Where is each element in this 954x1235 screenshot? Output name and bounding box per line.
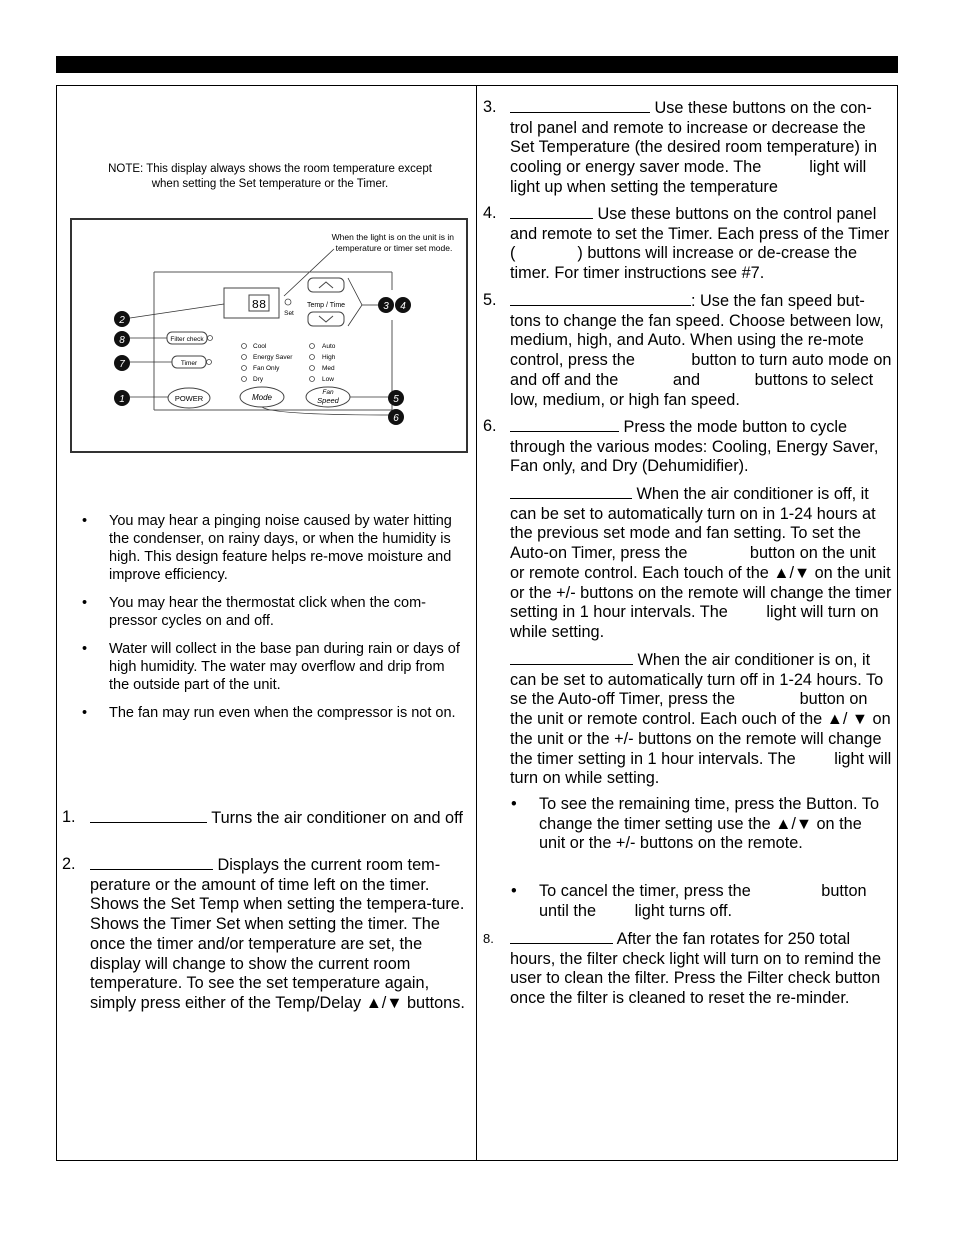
item-8: After the fan rotates for 250 total hours, the filter check light will turn on to remind the user to clean the filter. Press the Filter check button once the filter is cleaned to reset the re-minder.: [510, 930, 882, 1008]
operating-notes-list: [82, 512, 460, 732]
item-1-number: 1.: [62, 808, 76, 826]
item-6-number: 6.: [483, 417, 497, 435]
mode-dry-label: Dry: [253, 376, 264, 383]
timer-label: Timer: [180, 360, 198, 367]
marker-4: [395, 297, 411, 313]
item-6: Press the mode button to cycle through the various modes: Cooling, Energy Saver, Fan only, and Dry (Dehumidifier).: [510, 418, 879, 476]
list-item: • You may hear a pinging noise caused by water hitting the condenser, on rainy days, or when the humidity is high. This design feature helps re-move moisture and improve efficiency.: [82, 512, 460, 584]
svg-text:6: 6: [393, 413, 399, 424]
item-4-number: 4.: [483, 204, 497, 222]
temp-up-button[interactable]: [308, 278, 344, 292]
mode-label: Mode: [251, 393, 273, 402]
chevron-up-icon: [319, 282, 333, 288]
chevron-down-icon: [319, 316, 333, 322]
marker-2: [114, 311, 130, 327]
item-3: Use these buttons on the con-trol panel and remote to increase or decrease the Set Temperature (the desired room temperature) in cooling or energy saver mode. The light will light up when setting the temperature: [510, 99, 878, 196]
mode-energy-saver-label: Energy Saver: [253, 354, 293, 361]
column-divider: [476, 85, 477, 1161]
item-7-auto-on: When the air conditioner is off, it can be set to automatically turn on in 1-24 hours at the previous set mode and fan setting. To set the Auto-on Timer, press the button on the unit or remote control. Each touch of the ▲/▼ on the unit or the +/- buttons on the remote will change the timer setting in 1 hour intervals. The light will turn on while setting.: [510, 485, 892, 641]
light-callout-text: When the light is on the unit is in temperature or timer set mode.: [331, 232, 454, 253]
item-4: Use these buttons on the control panel and remote to set the Timer. Each press of the Timer ( ) buttons will increase or de-crease the timer. For timer instructions see #7.: [510, 205, 890, 283]
svg-text:7: 7: [119, 359, 125, 370]
svg-text:1: 1: [119, 394, 125, 405]
temp-down-button[interactable]: [308, 312, 344, 326]
item-3-number: 3.: [483, 98, 497, 116]
timer-sub-bullet-cancel: • To cancel the timer, press the button until the light turns off.: [511, 882, 867, 920]
speed-label: Speed: [317, 396, 339, 405]
speed-auto-label: Auto: [322, 343, 336, 350]
list-item: • The fan may run even when the compressor is not on.: [82, 704, 460, 722]
filter-check-label: Filter check: [170, 336, 204, 343]
item-7-auto-off: When the air conditioner is on, it can be set to automatically turn off in 1-24 hours. To se the Auto-off Timer, press the button on the unit or remote control. Each ouch of the ▲/ ▼ on the unit or the +/- buttons on the remote will change the timer setting in 1 hour intervals. The light will turn on while setting.: [510, 651, 892, 788]
fan-label: Fan: [322, 389, 334, 396]
svg-text:8: 8: [119, 335, 125, 346]
power-label: POWER: [174, 394, 204, 403]
marker-8: [114, 331, 130, 347]
mode-fan-only-label: Fan Only: [253, 365, 280, 372]
item-5: : Use the fan speed but-tons to change the fan speed. Choose between low, medium, high, and Auto. When using the re-mote control, press the button to turn auto mode on and off and the and buttons to select low, medium, or high fan speed.: [510, 292, 892, 409]
marker-5: [388, 390, 404, 406]
speed-low-label: Low: [322, 376, 334, 383]
item-2: Displays the current room tem-perature or the amount of time left on the timer. Shows the Set Temp when setting the tempera-ture. Shows the Timer Set when setting the timer. The once the timer and/or temperature are set, the display will change to show the current room temperature. To see the set temperature again, simply press either of the Temp/Delay ▲/▼ buttons.: [90, 856, 465, 1012]
mode-cool-label: Cool: [253, 343, 267, 350]
header-bar: [56, 56, 898, 73]
temp-time-label: Temp / Time: [306, 302, 346, 309]
marker-3: [378, 297, 394, 313]
item-1: Turns the air conditioner on and off: [90, 808, 470, 829]
display-note: NOTE: This display always shows the room temperature except when setting the Set temperature or the Timer.: [108, 163, 432, 190]
svg-text:3: 3: [383, 301, 389, 312]
svg-text:4: 4: [400, 301, 406, 312]
marker-6: [388, 409, 404, 425]
svg-text:2: 2: [119, 315, 125, 326]
control-panel-diagram: [70, 218, 468, 453]
item-5-number: 5.: [483, 291, 497, 309]
svg-text:5: 5: [393, 394, 399, 405]
speed-high-label: High: [322, 354, 336, 361]
speed-lights: [310, 343, 336, 383]
mode-lights: [242, 343, 294, 383]
list-item: • Water will collect in the base pan during rain or days of high humidity. The water may overflow and drip from the outside part of the unit.: [82, 640, 460, 694]
display-digits: 88: [251, 298, 267, 312]
set-light-icon: [285, 299, 291, 305]
item-8-number: 8.: [483, 931, 494, 946]
marker-7: [114, 355, 130, 371]
speed-med-label: Med: [322, 365, 335, 372]
set-label: Set: [284, 310, 294, 317]
marker-1: [114, 390, 130, 406]
list-item: • You may hear the thermostat click when the com-pressor cycles on and off.: [82, 594, 460, 630]
timer-sub-bullet-remaining: • To see the remaining time, press the Button. To change the timer setting use the ▲/▼ on the unit or the +/- buttons on the remote.: [511, 795, 880, 853]
item-2-number: 2.: [62, 855, 76, 873]
